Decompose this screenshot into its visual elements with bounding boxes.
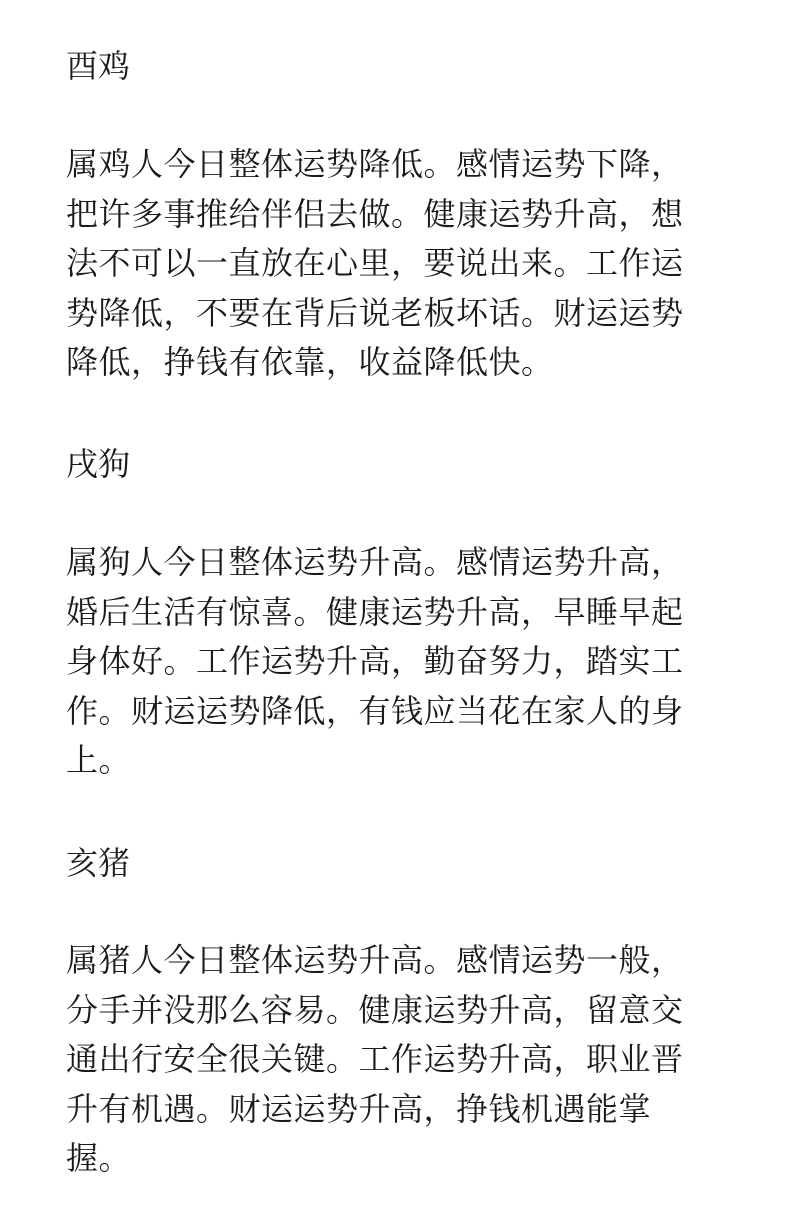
section-paragraph-dog xyxy=(66,538,746,786)
paragraph-line: 势降低，不要在背后说老板坏话。财运运势 xyxy=(66,293,684,332)
paragraph-line: 作。财运运势降低，有钱应当花在家人的身 xyxy=(66,691,684,730)
paragraph-line: 属狗人今日整体运势升高。感情运势升高， xyxy=(66,543,684,581)
paragraph-line: 属鸡人今日整体运势降低。感情运势下降， xyxy=(66,145,684,183)
paragraph-line: 分手并没那么容易。健康运势升高，留意交 xyxy=(66,990,684,1029)
paragraph-line: 上。 xyxy=(66,741,132,779)
section-heading-dog: 戌狗 xyxy=(66,445,131,483)
paragraph-line: 属猪人今日整体运势升高。感情运势一般， xyxy=(66,941,684,979)
paragraph-line: 通出行安全很关键。工作运势升高，职业晋 xyxy=(66,1040,684,1078)
section-heading-rooster: 酉鸡 xyxy=(66,47,131,85)
section-paragraph-rooster xyxy=(66,140,746,388)
paragraph-line: 降低，挣钱有依靠，收益降低快。 xyxy=(66,343,554,381)
section-paragraph-pig xyxy=(66,936,746,1184)
section-heading-pig: 亥猪 xyxy=(66,844,131,882)
paragraph-line: 握。 xyxy=(66,1139,132,1177)
paragraph-line: 法不可以一直放在心里，要说出来。工作运 xyxy=(66,244,684,282)
paragraph-line: 升有机遇。财运运势升高，挣钱机遇能掌 xyxy=(66,1089,652,1128)
paragraph-line: 身体好。工作运势升高，勤奋努力，踏实工 xyxy=(66,642,684,680)
paragraph-line: 把许多事推给伴侣去做。健康运势升高，想 xyxy=(66,194,684,233)
paragraph-line: 婚后生活有惊喜。健康运势升高，早睡早起 xyxy=(66,592,684,631)
